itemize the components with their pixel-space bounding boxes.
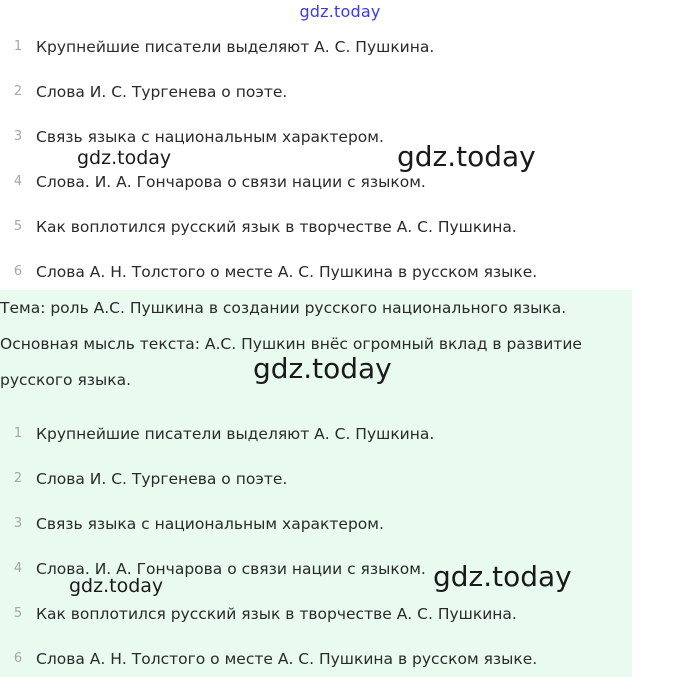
list-item-number: 5 <box>13 606 23 621</box>
list-item-text: Слова. И. А. Гончарова о связи нации с языком. <box>36 173 426 191</box>
list-item-text: Как воплотился русский язык в творчестве А. С. Пушкина. <box>36 218 517 236</box>
list-item-number: 2 <box>13 84 23 99</box>
list-item-number: 1 <box>13 426 23 441</box>
list-item-text: Связь языка с национальным характером. <box>36 128 384 146</box>
list-item-number: 1 <box>13 39 23 54</box>
answer-block <box>0 290 632 677</box>
list-item-number: 2 <box>13 471 23 486</box>
main-idea-line-1: Основная мысль текста: А.С. Пушкин внёс огромный вклад в развитие <box>0 335 582 353</box>
list-item-number: 4 <box>13 174 23 189</box>
watermark-text: gdz.today <box>397 140 536 173</box>
list-item-number: 6 <box>13 264 23 279</box>
list-item-text: Крупнейшие писатели выделяют А. С. Пушкина. <box>36 425 435 443</box>
main-idea-line-2: русского языка. <box>0 371 132 389</box>
list-item-text: Связь языка с национальным характером. <box>36 515 384 533</box>
list-item-number: 3 <box>13 129 23 144</box>
watermark-text: gdz.today <box>253 352 392 385</box>
watermark-text: gdz.today <box>77 147 172 169</box>
watermark-text: gdz.today <box>433 560 572 593</box>
list-item-number: 5 <box>13 219 23 234</box>
list-item-text: Слова А. Н. Толстого о месте А. С. Пушкина в русском языке. <box>36 263 538 281</box>
list-item-text: Слова А. Н. Толстого о месте А. С. Пушкина в русском языке. <box>36 650 538 668</box>
list-item-number: 4 <box>13 561 23 576</box>
watermark-text: gdz.today <box>69 575 164 597</box>
theme-text: Тема: роль А.С. Пушкина в создании русского национального языка. <box>0 299 567 317</box>
list-item-text: Слова И. С. Тургенева о поэте. <box>36 83 288 101</box>
list-item-text: Как воплотился русский язык в творчестве А. С. Пушкина. <box>36 605 517 623</box>
list-item-text: Крупнейшие писатели выделяют А. С. Пушкина. <box>36 38 435 56</box>
header-watermark: gdz.today <box>299 2 381 21</box>
list-item-number: 3 <box>13 516 23 531</box>
list-item-text: Слова. И. А. Гончарова о связи нации с языком. <box>36 560 426 578</box>
list-item-number: 6 <box>13 651 23 666</box>
list-item-text: Слова И. С. Тургенева о поэте. <box>36 470 288 488</box>
